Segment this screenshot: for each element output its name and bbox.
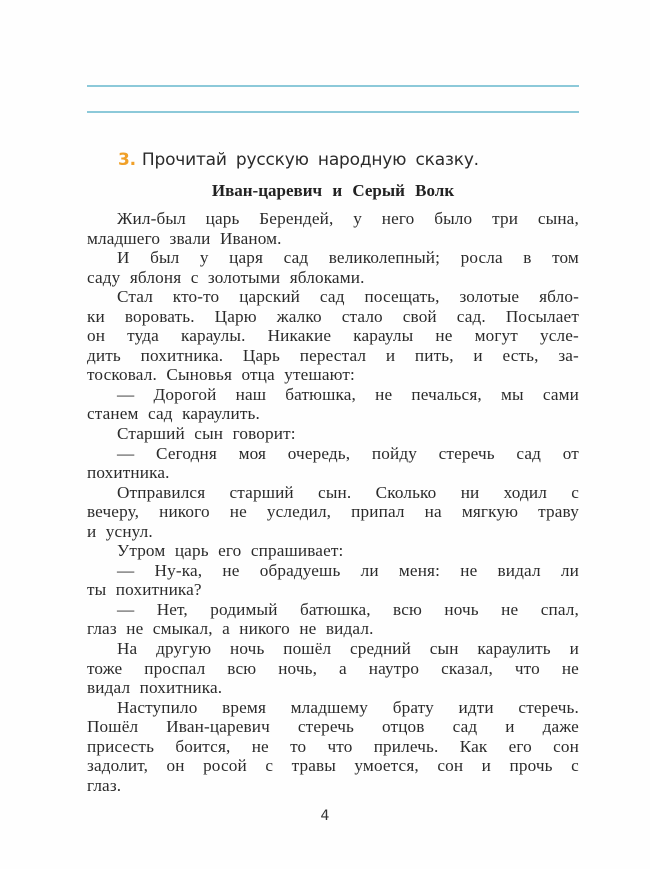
- story-line: тоже проспал всю ночь, а наутро сказал, что не: [87, 658, 579, 678]
- story-line: И был у царя сад великолепный; росла в том: [117, 248, 579, 268]
- story-line: ки воровать. Царю жалко стало свой сад. Посылает: [87, 306, 579, 326]
- story-line: присесть боится, не то что прилечь. Как его сон: [87, 736, 579, 756]
- story-line: глаз не смыкал, а никого не видал.: [87, 619, 374, 639]
- writing-line-1: [87, 85, 579, 87]
- story-line: саду яблоня с золотыми яблоками.: [87, 267, 365, 287]
- task-instruction: Прочитай русскую народную сказку.: [141, 150, 479, 170]
- story-line: — Нет, родимый батюшка, всю ночь не спал,: [117, 599, 579, 619]
- story-line: Жил-был царь Берендей, у него было три сына,: [117, 209, 579, 228]
- story-line: глаз.: [87, 775, 122, 795]
- story-line: он туда караулы. Никакие караулы не могут усле-: [87, 326, 579, 346]
- task-number: 3.: [118, 150, 136, 170]
- story-line: станем сад караулить.: [87, 404, 260, 424]
- story-text: [87, 209, 579, 795]
- story-line: — Сегодня моя очередь, пойду стеречь сад от: [117, 443, 579, 463]
- writing-line-2: [87, 111, 579, 113]
- story-line: — Ну-ка, не обрадуешь ли меня: не видал ли: [117, 560, 579, 580]
- story-line: На другую ночь пошёл средний сын караулить и: [117, 639, 579, 659]
- story-line: тосковал. Сыновья отца утешают:: [87, 365, 355, 385]
- story-line: и уснул.: [87, 521, 153, 541]
- task-heading: [118, 150, 479, 170]
- story-line: задолит, он росой с травы умоется, сон и прочь с: [87, 756, 579, 776]
- story-line: видал похитника.: [87, 678, 223, 698]
- story-title: Иван-царевич и Серый Волк: [211, 181, 455, 200]
- story-line: — Дорогой наш батюшка, не печалься, мы сами: [117, 384, 579, 404]
- story-line: дить похитника. Царь перестал и пить, и есть, за-: [87, 345, 579, 365]
- story-line: младшего звали Иваном.: [87, 228, 282, 248]
- story-line: Пошёл Иван-царевич стеречь отцов сад и даже: [87, 717, 579, 737]
- story-line: вечеру, никого не уследил, припал на мягкую траву: [87, 502, 579, 522]
- story-line: Старший сын говорит:: [117, 424, 296, 444]
- story-line: похитника.: [87, 463, 170, 483]
- story-line: ты похитника?: [87, 580, 202, 600]
- story-line: Стал кто-то царский сад посещать, золотые ябло-: [117, 287, 579, 307]
- story-line: Утром царь его спрашивает:: [117, 541, 344, 561]
- page-number: 4: [320, 808, 330, 824]
- story-line: Наступило время младшему брату идти стеречь.: [117, 697, 579, 717]
- story-line: Отправился старший сын. Сколько ни ходил с: [117, 482, 579, 502]
